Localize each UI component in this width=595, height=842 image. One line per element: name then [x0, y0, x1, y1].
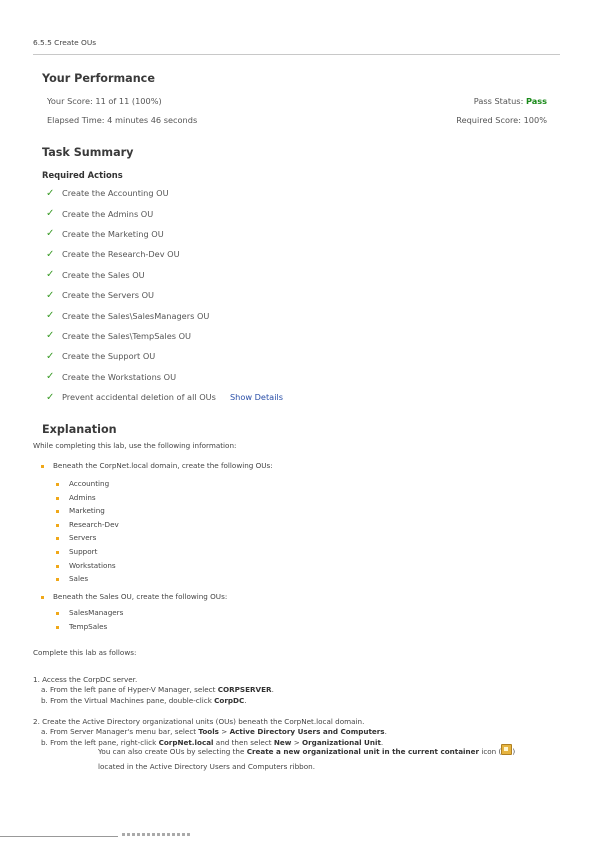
pass-status-value: Pass: [525, 96, 547, 106]
action-label: Create the Servers OU: [62, 290, 155, 301]
list-item: TempSales: [55, 622, 123, 636]
check-icon: ✓: [46, 391, 55, 403]
check-icon: ✓: [46, 269, 55, 281]
steps-list: [33, 675, 274, 706]
footer-fragment: [122, 833, 192, 836]
list-item: Workstations: [55, 561, 119, 575]
action-label: Create the Sales\SalesManagers OU: [62, 310, 210, 321]
elapsed-time-text: Elapsed Time: 4 minutes 46 seconds: [47, 115, 198, 125]
check-icon: ✓: [46, 310, 55, 322]
action-item: [46, 387, 283, 407]
check-icon: ✓: [46, 248, 55, 260]
pass-status-label: Pass Status:: [473, 96, 526, 106]
required-score-text: Required Score: 100%: [456, 115, 547, 125]
complete-lab-intro: Complete this lab as follows:: [33, 648, 137, 657]
action-item: [46, 265, 283, 285]
check-icon: ✓: [46, 187, 55, 199]
required-actions-list: [46, 183, 283, 407]
list-item: SalesManagers: [55, 608, 123, 622]
score-text: Your Score: 11 of 11 (100%): [47, 96, 162, 106]
pass-status: [474, 96, 547, 106]
required-actions-heading: Required Actions: [42, 170, 123, 180]
performance-heading: Your Performance: [42, 72, 155, 85]
action-label: Prevent accidental deletion of all OUs: [62, 392, 216, 403]
action-label: Create the Research-Dev OU: [62, 249, 180, 260]
tip-note: You can also create OUs by selecting the Create a new organizational unit in the current container icon ( ) located in the Active Directory Users and Computers ribbon.: [98, 744, 518, 774]
list-item: Sales: [55, 574, 119, 588]
action-label: Create the Marketing OU: [62, 228, 164, 239]
check-icon: ✓: [46, 350, 55, 362]
step-2a: a. From Server Manager's menu bar, select Tools > Active Directory Users and Computers.: [41, 727, 387, 737]
ou-info-list: [40, 461, 273, 475]
list-item: Beneath the CorpNet.local domain, create the following OUs:: [40, 461, 273, 475]
step-2: 2. Create the Active Directory organizational units (OUs) beneath the CorpNet.local domain.: [33, 717, 365, 726]
check-icon: ✓: [46, 228, 55, 240]
action-item: [46, 367, 283, 387]
action-label: Create the Support OU: [62, 351, 156, 362]
action-item: [46, 224, 283, 244]
list-item: Research-Dev: [55, 520, 119, 534]
step-1b: b. From the Virtual Machines pane, double-click CorpDC.: [41, 695, 247, 705]
list-item: Admins: [55, 493, 119, 507]
footer-divider: [0, 836, 118, 837]
action-item: [46, 285, 283, 305]
list-item: Beneath the Sales OU, create the following OUs:: [40, 592, 227, 606]
action-item: [46, 244, 283, 264]
domain-ou-list: [55, 479, 119, 588]
action-item: [46, 183, 283, 203]
list-item: Servers: [55, 533, 119, 547]
page-header-title: 6.5.5 Create OUs: [33, 38, 560, 55]
action-item: [46, 305, 283, 325]
show-details-link[interactable]: Show Details: [229, 392, 284, 403]
action-label: Create the Admins OU: [62, 208, 154, 219]
step-1a: a. From the left pane of Hyper-V Manager, select CORPSERVER.: [41, 685, 274, 695]
list-item: Marketing: [55, 506, 119, 520]
action-item: [46, 203, 283, 223]
action-label: Create the Accounting OU: [62, 188, 169, 199]
list-item: Support: [55, 547, 119, 561]
sales-info-list: [40, 592, 227, 606]
step-1: 1. Access the CorpDC server.: [33, 675, 138, 684]
action-label: Create the Workstations OU: [62, 371, 177, 382]
step-2b: b. From the left pane, right-click CorpNet.local and then select New > Organizational Unit.: [41, 737, 384, 747]
list-item: Accounting: [55, 479, 119, 493]
action-item: [46, 326, 283, 346]
action-label: Create the Sales OU: [62, 269, 145, 280]
ou-icon: [501, 744, 512, 755]
explanation-intro: While completing this lab, use the following information:: [33, 441, 237, 450]
check-icon: ✓: [46, 289, 55, 301]
sales-ou-list: [55, 608, 123, 635]
check-icon: ✓: [46, 371, 55, 383]
action-item: [46, 346, 283, 366]
action-label: Create the Sales\TempSales OU: [62, 330, 192, 341]
task-summary-heading: Task Summary: [42, 146, 134, 159]
explanation-heading: Explanation: [42, 423, 117, 436]
check-icon: ✓: [46, 208, 55, 220]
check-icon: ✓: [46, 330, 55, 342]
